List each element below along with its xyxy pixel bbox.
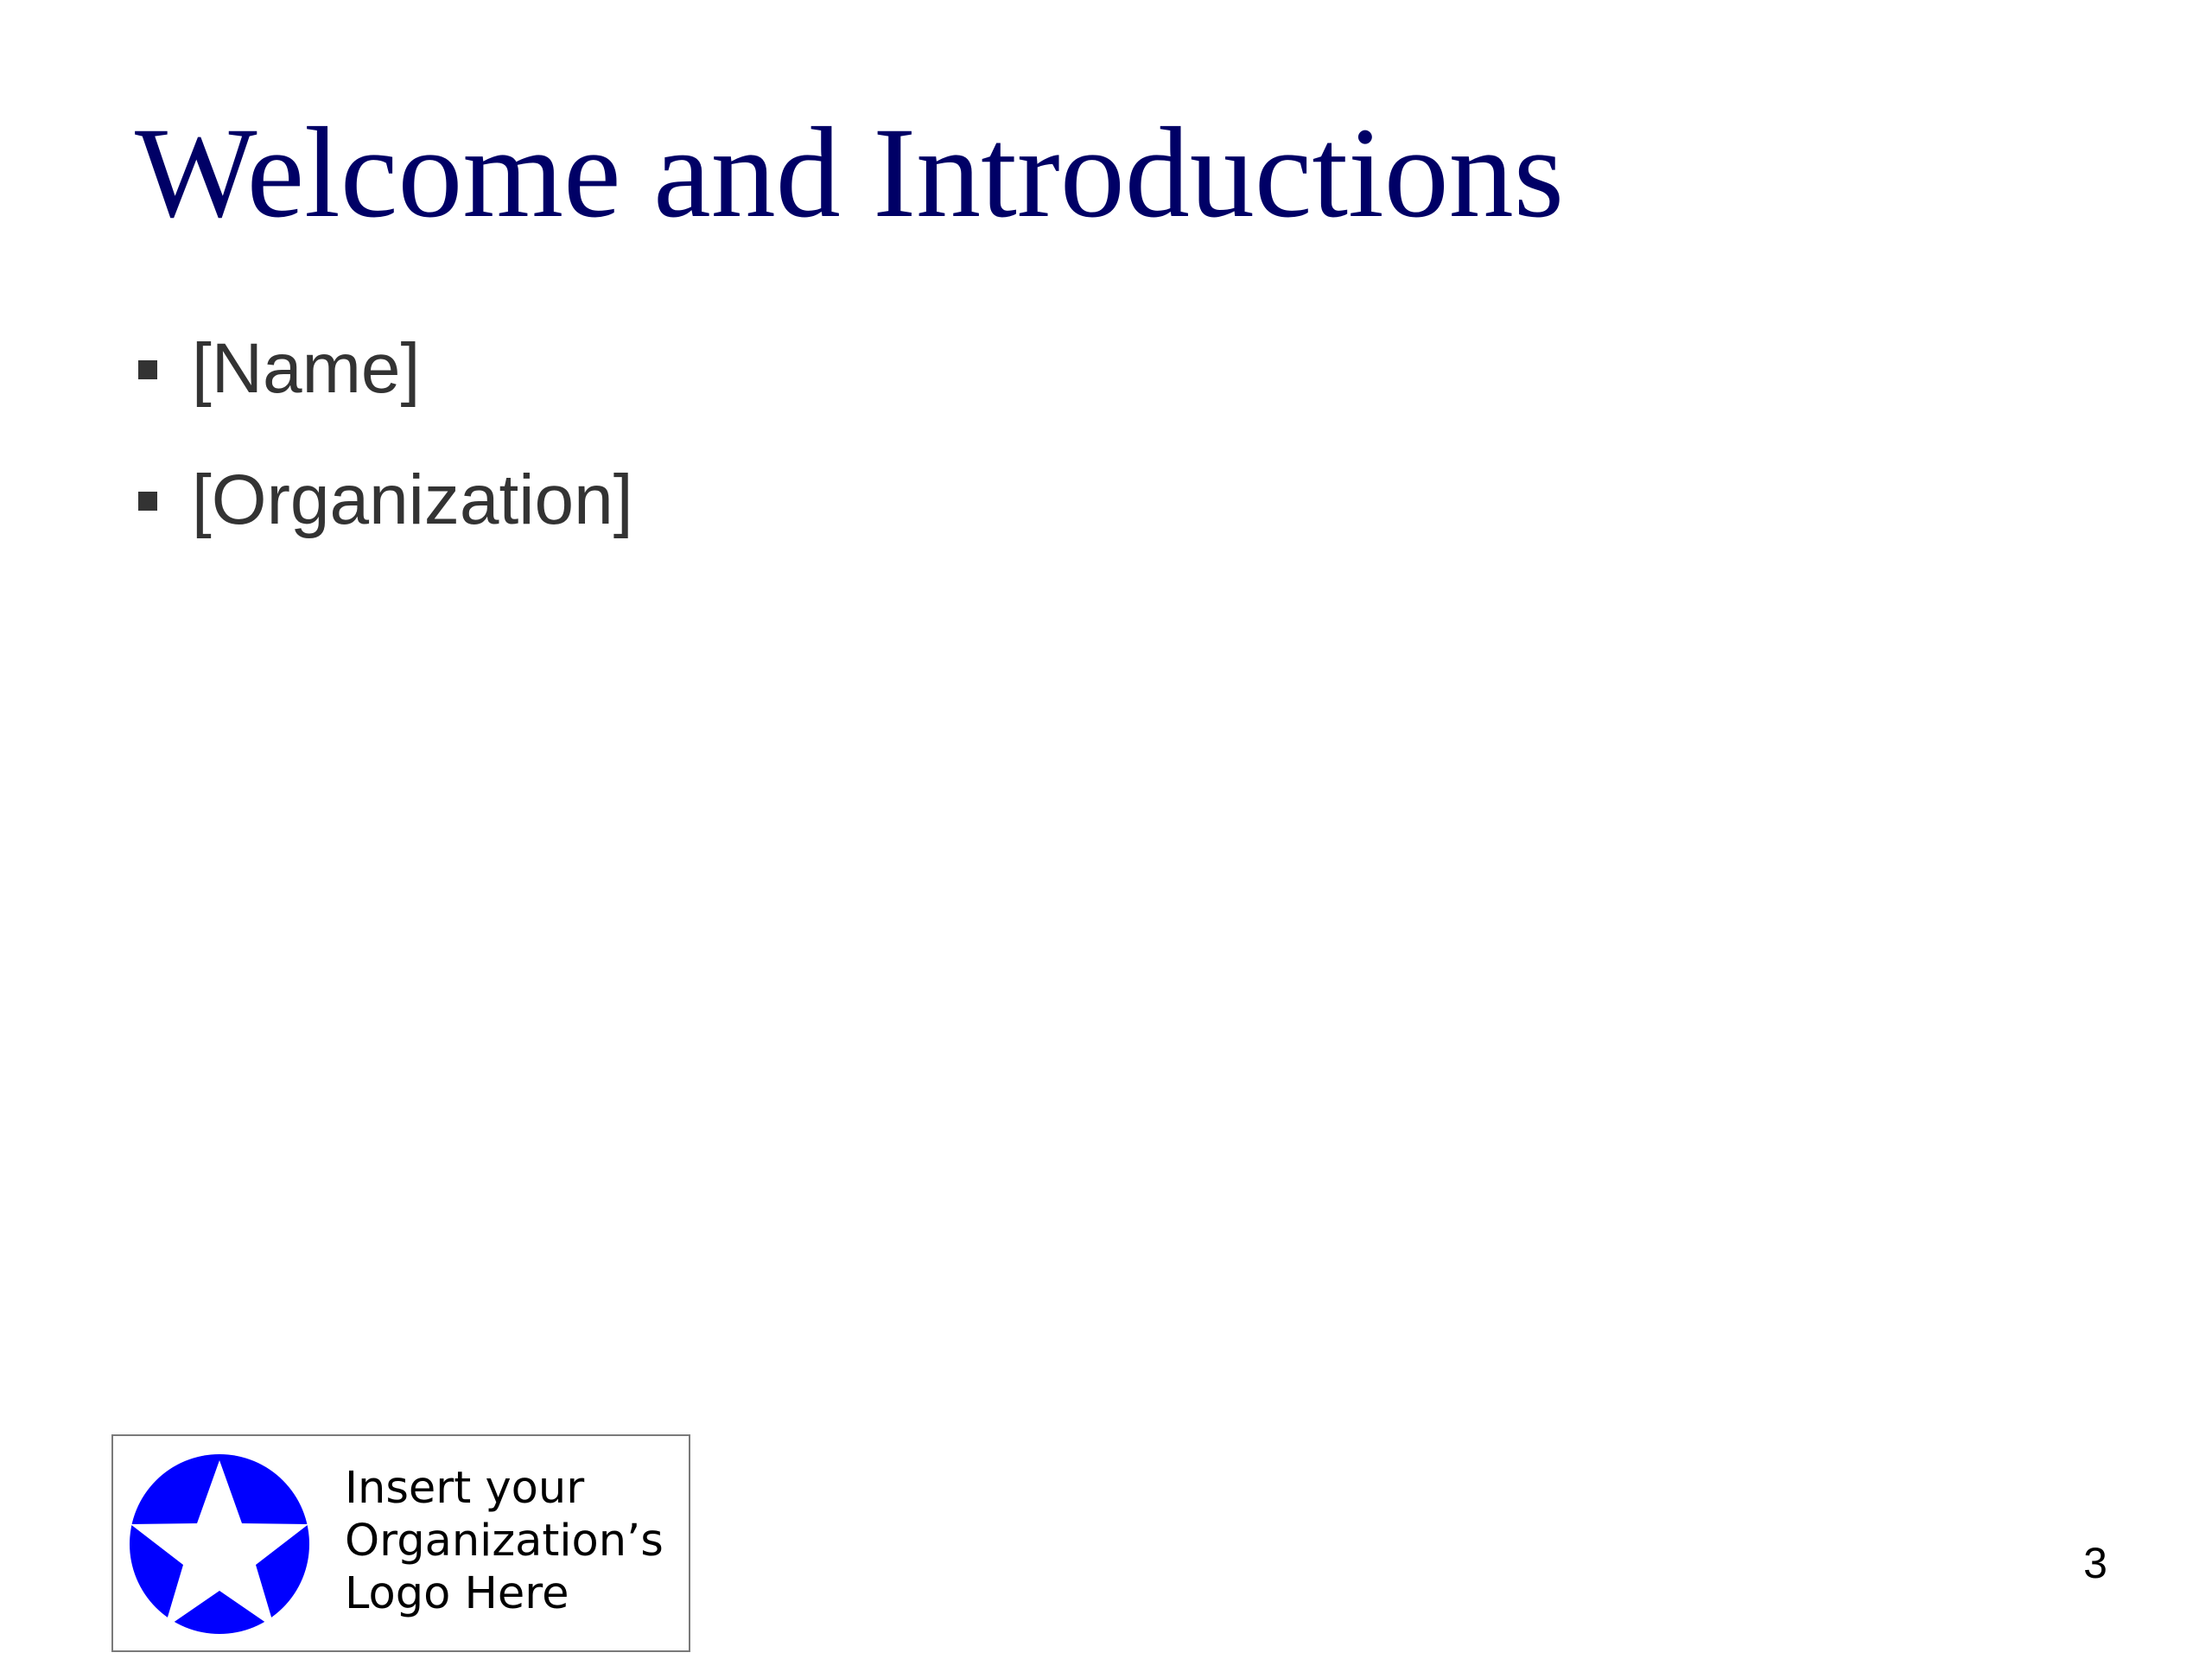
slide-title: Welcome and Introductions <box>135 101 1565 245</box>
page-number: 3 <box>2083 1539 2107 1587</box>
star-in-circle-icon <box>129 1453 310 1635</box>
logo-text-line-1: Insert your <box>345 1463 585 1514</box>
logo-text-line-3: Logo Here <box>345 1568 569 1619</box>
logo-text-line-2: Organization’s <box>345 1516 664 1567</box>
square-bullet-icon <box>138 360 157 379</box>
bullet-list <box>138 321 633 584</box>
bullet-item-name <box>138 321 633 416</box>
square-bullet-icon <box>138 492 157 511</box>
bullet-text-name: [Name] <box>192 329 421 408</box>
logo-placeholder <box>111 1434 690 1652</box>
logo-placeholder-text <box>345 1462 664 1620</box>
bullet-item-organization <box>138 453 633 548</box>
bullet-text-organization: [Organization] <box>192 461 633 539</box>
